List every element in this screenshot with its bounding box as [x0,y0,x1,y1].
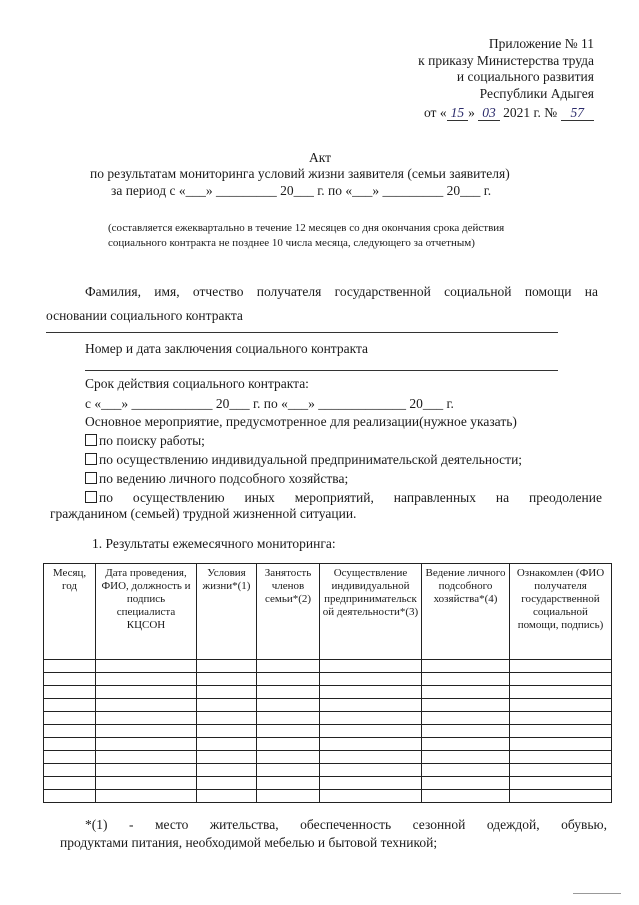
title-period: за период с «___» _________ 20___ г. по «___» _________ 20___ г. [111,183,492,198]
table-cell[interactable] [510,712,612,725]
table-cell[interactable] [422,751,510,764]
table-row [44,712,612,725]
column-header: Месяц, год [44,564,96,660]
table-cell[interactable] [197,738,257,751]
date-year: 2021 г. № [503,105,558,120]
table-cell[interactable] [320,777,422,790]
contract-number-label: Номер и дата заключения социального контракта [85,341,369,356]
date-prefix: от « [423,105,447,120]
table-cell[interactable] [422,699,510,712]
table-cell[interactable] [422,738,510,751]
table-cell[interactable] [422,764,510,777]
column-header: Осуществление индивидуальной предпринимательской деятельности*(3) [320,564,422,660]
table-cell[interactable] [257,712,320,725]
table-cell[interactable] [197,712,257,725]
table-cell[interactable] [96,751,197,764]
table-cell[interactable] [422,725,510,738]
option-job-search [85,433,205,449]
table-header-row [44,564,612,660]
table-cell[interactable] [96,777,197,790]
table-cell[interactable] [96,764,197,777]
table-cell[interactable] [320,764,422,777]
table-cell[interactable] [257,725,320,738]
table-row [44,725,612,738]
checkbox-icon[interactable] [85,472,97,484]
table-cell[interactable] [44,725,96,738]
table-cell[interactable] [96,725,197,738]
table-cell[interactable] [320,725,422,738]
column-header: Занятость членов семьи*(2) [257,564,320,660]
table-cell[interactable] [422,686,510,699]
table-cell[interactable] [320,790,422,803]
table-cell[interactable] [197,660,257,673]
table-row [44,764,612,777]
table-row [44,686,612,699]
table-cell[interactable] [320,660,422,673]
table-cell[interactable] [257,777,320,790]
table-cell[interactable] [510,699,612,712]
table-cell[interactable] [257,699,320,712]
option-label: по ведению личного подсобного хозяйства; [99,471,349,486]
table-cell[interactable] [320,699,422,712]
main-activity-label: Основное мероприятие, предусмотренное для реализации(нужное указать) [85,414,517,429]
table-cell[interactable] [422,790,510,803]
option-entrepreneurship [85,452,522,468]
table-cell[interactable] [44,660,96,673]
table-body [44,660,612,803]
option-label: по поиску работы; [99,433,205,448]
term-dates: с «___» ____________ 20___ г. по «___» _____________ 20___ г. [85,396,454,411]
table-cell[interactable] [96,738,197,751]
table-cell[interactable] [197,790,257,803]
table-row [44,699,612,712]
checkbox-icon[interactable] [85,491,97,503]
table-cell[interactable] [197,699,257,712]
column-header: Условия жизни*(1) [197,564,257,660]
table-cell[interactable] [44,777,96,790]
fio-label-line-2: основании социального контракта [46,308,243,323]
appendix-line-4: Республики Адыгея [479,85,594,101]
doc-title: Акт [309,150,332,165]
table-cell[interactable] [510,777,612,790]
scan-mark [573,893,621,894]
table-cell[interactable] [257,673,320,686]
table-cell[interactable] [96,660,197,673]
table-cell[interactable] [510,660,612,673]
table-cell[interactable] [96,712,197,725]
table-cell[interactable] [510,673,612,686]
table-cell[interactable] [197,686,257,699]
handwritten-number: 57 [561,105,595,121]
table-cell[interactable] [510,790,612,803]
table-cell[interactable] [197,725,257,738]
table-cell[interactable] [257,751,320,764]
handwritten-day: 15 [447,105,469,121]
table-cell[interactable] [197,673,257,686]
option-label: по осуществлению индивидуальной предпринимательской деятельности; [99,452,523,467]
table-cell[interactable] [96,699,197,712]
checkbox-icon[interactable] [85,453,97,465]
table-cell[interactable] [197,764,257,777]
table-cell[interactable] [197,777,257,790]
table-row [44,660,612,673]
option-other-line-2: гражданином (семьей) трудной жизненной ситуации. [50,506,357,521]
option-label: по осуществлению иных мероприятий, направленных на преодоление [99,490,602,505]
table-cell[interactable] [44,686,96,699]
table-cell[interactable] [96,790,197,803]
option-other [85,490,602,506]
appendix-line-2: к приказу Министерства труда [418,52,594,68]
table-cell[interactable] [422,673,510,686]
table-cell[interactable] [197,751,257,764]
table-row [44,673,612,686]
table-cell[interactable] [257,790,320,803]
fio-underline [46,332,558,333]
table-cell[interactable] [257,764,320,777]
table-cell[interactable] [320,738,422,751]
table-cell[interactable] [44,673,96,686]
column-header: Ознакомлен (ФИО получателя государственной социальной помощи, подпись) [510,564,612,660]
table-cell[interactable] [320,673,422,686]
footnote-line-2: продуктами питания, необходимой мебелью и бытовой техникой; [60,835,438,850]
note-line-1: (составляется ежеквартально в течение 12 месяцев со дня окончания срока действия [108,222,505,234]
contract-number-underline [85,370,558,371]
table-row [44,790,612,803]
monitoring-table [43,563,612,803]
table-cell[interactable] [44,790,96,803]
option-household [85,471,348,487]
table-cell[interactable] [510,738,612,751]
table-cell[interactable] [422,660,510,673]
table-cell[interactable] [510,725,612,738]
table-cell[interactable] [44,699,96,712]
table-cell[interactable] [44,738,96,751]
table-cell[interactable] [510,764,612,777]
table-cell[interactable] [510,686,612,699]
table-row [44,751,612,764]
table-cell[interactable] [510,751,612,764]
table-cell[interactable] [320,751,422,764]
table-cell[interactable] [44,764,96,777]
appendix-date-line [418,105,594,122]
column-header: Ведение личного подсобного хозяйства*(4) [422,564,510,660]
table-cell[interactable] [257,738,320,751]
column-header: Дата проведения, ФИО, должность и подпись специалиста КЦСОН [96,564,197,660]
table-cell[interactable] [257,660,320,673]
table-cell[interactable] [257,686,320,699]
table-cell[interactable] [44,712,96,725]
table-row [44,738,612,751]
appendix-line-1: Приложение № 11 [488,36,594,51]
table-cell[interactable] [44,751,96,764]
footnote-line-1: *(1) - место жительства, обеспеченность сезонной одеждой, обувью, [85,817,607,832]
table-cell[interactable] [422,777,510,790]
checkbox-icon[interactable] [85,434,97,446]
table-cell[interactable] [96,673,197,686]
date-mid: » [468,105,475,120]
handwritten-month: 03 [478,105,500,121]
table-cell[interactable] [96,686,197,699]
note-line-2: социального контракта не позднее 10 числа месяца, следующего за отчетным) [108,237,475,249]
table-cell[interactable] [320,712,422,725]
term-label: Срок действия социального контракта: [85,376,309,391]
table-cell[interactable] [320,686,422,699]
table-row [44,777,612,790]
fio-label-line-1: Фамилия, имя, отчество получателя государственной социальной помощи на [85,284,598,299]
appendix-header [418,36,594,122]
title-line-1: по результатам мониторинга условий жизни заявителя (семьи заявителя) [90,166,510,181]
monitoring-heading: 1. Результаты ежемесячного мониторинга: [92,536,336,551]
appendix-line-3: и социального развития [456,69,594,84]
table-cell[interactable] [422,712,510,725]
